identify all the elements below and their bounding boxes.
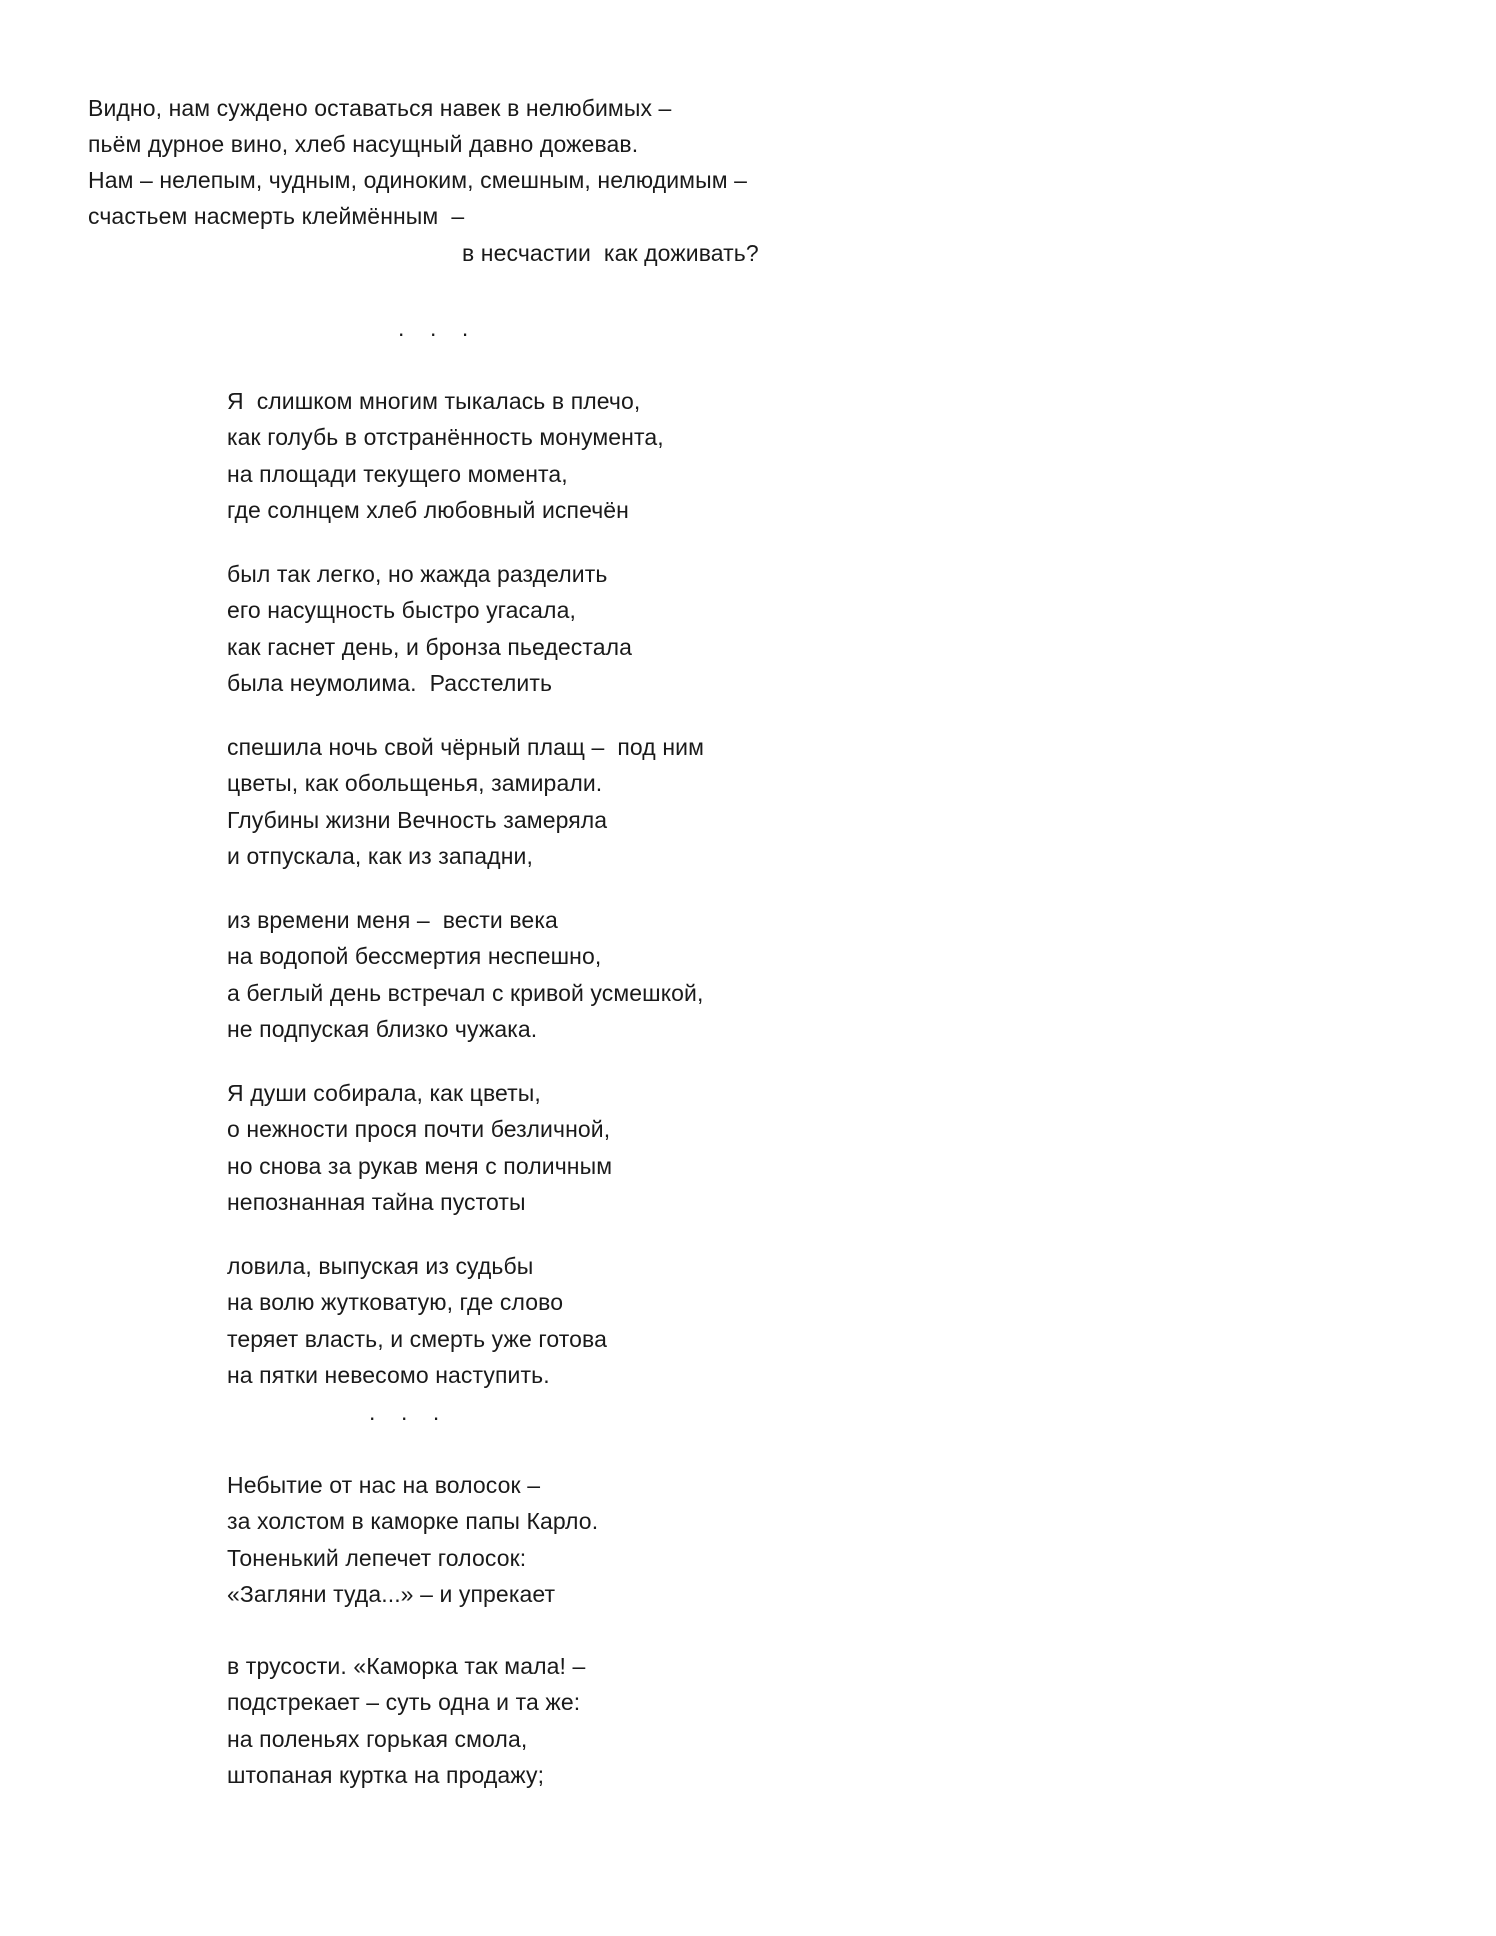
- poem-line: Глубины жизни Вечность замеряла: [227, 807, 608, 833]
- poem-line: штопаная куртка на продажу;: [227, 1762, 545, 1788]
- poem-line: счастьем насмерть клеймённым –: [88, 203, 465, 229]
- poem-line: подстрекает – суть одна и та же:: [227, 1689, 581, 1715]
- poem-line: «Загляни туда...» – и упрекает: [227, 1581, 556, 1607]
- poem-line: и отпускала, как из западни,: [227, 843, 533, 869]
- poem-line: как голубь в отстранённость монумента,: [227, 424, 664, 450]
- poem-line: на водопой бессмертия неспешно,: [227, 943, 602, 969]
- poem-line: была неумолима. Расстелить: [227, 670, 553, 696]
- poem-line: как гаснет день, и бронза пьедестала: [227, 634, 633, 660]
- section-separator: . . .: [369, 1399, 440, 1425]
- poem-line: его насущность быстро угасала,: [227, 597, 576, 623]
- poem-line: пьём дурное вино, хлеб насущный давно дожевав.: [88, 131, 639, 157]
- poem-line: о нежности прося почти безличной,: [227, 1116, 611, 1142]
- poem-line: был так легко, но жажда разделить: [227, 561, 608, 587]
- poem-line: где солнцем хлеб любовный испечён: [227, 497, 629, 523]
- poem-line: непознанная тайна пустоты: [227, 1189, 526, 1215]
- poem-line: Видно, нам суждено оставаться навек в нелюбимых –: [88, 95, 672, 121]
- poem-line: на пятки невесомо наступить.: [227, 1362, 550, 1388]
- poem-line: на поленьях горькая смола,: [227, 1726, 528, 1752]
- poem-line: Небытие от нас на волосок –: [227, 1472, 541, 1498]
- poem-line: Я слишком многим тыкалась в плечо,: [227, 388, 641, 414]
- poem-line: в трусости. «Каморка так мала! –: [227, 1653, 586, 1679]
- poem-line: цветы, как обольщенья, замирали.: [227, 770, 603, 796]
- poem-line: в несчастии как доживать?: [462, 240, 759, 266]
- poem-line: теряет власть, и смерть уже готова: [227, 1326, 607, 1352]
- poem-line: на волю жутковатую, где слово: [227, 1289, 564, 1315]
- poem-line: спешила ночь свой чёрный плащ – под ним: [227, 734, 704, 760]
- poem-line: но снова за рукав меня с поличным: [227, 1153, 613, 1179]
- poem-line: за холстом в каморке папы Карло.: [227, 1508, 599, 1534]
- poem-line: не подпуская близко чужака.: [227, 1016, 538, 1042]
- poem-line: из времени меня – вести века: [227, 907, 558, 933]
- poem-line: на площади текущего момента,: [227, 461, 568, 487]
- section-separator: . . .: [398, 315, 469, 341]
- poem-line: ловила, выпуская из судьбы: [227, 1253, 534, 1279]
- poem-line: Я души собирала, как цветы,: [227, 1080, 541, 1106]
- poem-line: а беглый день встречал с кривой усмешкой,: [227, 980, 704, 1006]
- poem-line: Нам – нелепым, чудным, одиноким, смешным, нелюдимым –: [88, 167, 748, 193]
- poem-line: Тоненький лепечет голосок:: [227, 1545, 527, 1571]
